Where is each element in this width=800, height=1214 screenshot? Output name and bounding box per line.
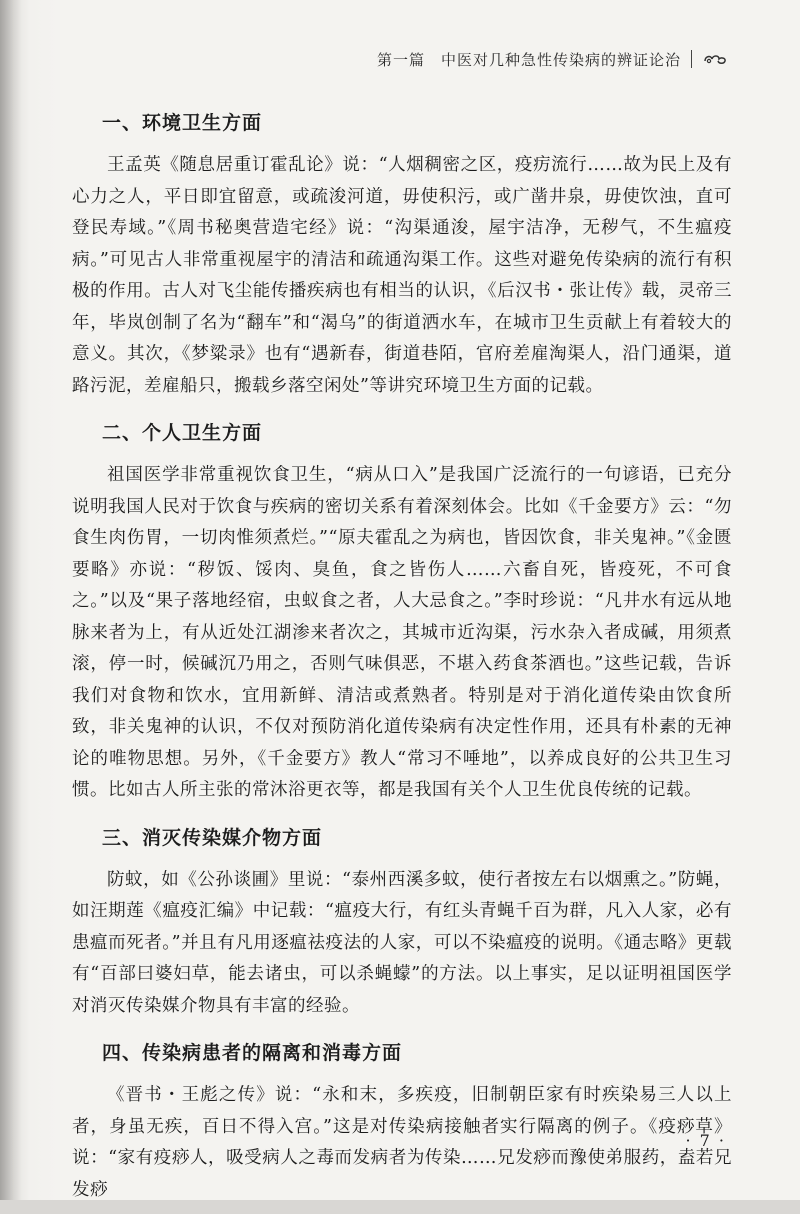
section-paragraph: 祖国医学非常重视饮食卫生，“病从口入”是我国广泛流行的一句谚语，已充分说明我国人民对于饮食与疾病的密切关系有着深刻体会。比如《千金要方》云：“勿食生肉伤胃，一切肉惟须煮烂。”“原夫霍乱之为病也，皆因饮食，非关鬼神。”《金匮要略》亦说：“秽饭、馁肉、臭鱼，食之皆伤人……六畜自死，皆疫死，不可食之。”以及“果子落地经宿，虫蚁食之者，人大忌食之。”李时珍说：“凡井水有远从地脉来者为上，有从近处江湖渗来者次之，其城市近沟渠，污水杂入者成碱，用须煮滚，停一时，候碱沉乃用之，否则气味俱恶，不堪入药食茶酒也。”这些记载，告诉我们对食物和饮水，宜用新鲜、清洁或煮熟者。特别是对于消化道传染由饮食所致，非关鬼神的认识，不仅对预防消化道传染病有决定性作用，还具有朴素的无神论的唯物思想。另外，《千金要方》教人“常习不唾地”，以养成良好的公共卫生习惯。比如古人所主张的常沐浴更衣等，都是我国有关个人卫生优良传统的记载。 <box>72 465 732 800</box>
section-heading: 四、传染病患者的隔离和消毒方面 <box>102 1042 403 1064</box>
header-chapter-title: 中医对几种急性传染病的辨证论治 <box>440 50 681 69</box>
section-paragraph: 《晋书・王彪之传》说：“永和末，多疾疫，旧制朝臣家有时疾染易三人以上者，身虽无疾，百日不得入宫。”这是对传染病接触者实行隔离的例子。《疫痧草》说：“家有疫痧人，吸受病人之毒而发病者为传染……兄发痧而豫使弟服药，盍若兄发痧 <box>72 1085 732 1200</box>
section-heading: 三、消灭传染媒介物方面 <box>102 826 323 849</box>
header-divider <box>691 50 692 68</box>
binding-shadow <box>0 0 22 1200</box>
section-heading: 一、环境卫生方面 <box>102 112 263 134</box>
header-part-label: 第一篇 <box>376 50 425 69</box>
page-body <box>72 100 732 1214</box>
cloud-ornament-icon <box>702 52 728 66</box>
section-paragraph: 防蚊，如《公孙谈圃》里说：“泰州西溪多蚊，使行者按左右以烟熏之。”防蝇，如汪期莲《瘟疫汇编》中记载：“瘟疫大行，有红头青蝇千百为群，凡入人家，必有患瘟而死者。”并且有凡用逐瘟祛疫法的人家，可以不染瘟疫的说明。《通志略》更载有“百部曰婆妇草，能去诸虫，可以杀蝇蠓”的方法。以上事实，足以证明祖国医学对消灭传染媒介物具有丰富的经验。 <box>72 869 732 1016</box>
page-number: · 7 · <box>685 1131 726 1150</box>
section-paragraph: 王孟英《随息居重订霍乱论》说：“人烟稠密之区，疫疠流行……故为民上及有心力之人，平日即宜留意，或疏浚河道，毋使积污，或广凿井泉，毋使饮浊，直可登民寿域。”《周书秘奥营造宅经》说：“沟渠通浚，屋宇洁净，无秽气，不生瘟疫病。”可见古人非常重视屋宇的清洁和疏通沟渠工作。这些对避免传染病的流行有积极的作用。古人对飞尘能传播疾病也有相当的认识，《后汉书・张让传》载，灵帝三年，毕岚创制了名为“翻车”和“渴乌”的街道洒水车，在城市卫生贡献上有着较大的意义。其次，《梦粱录》也有“遇新春，街道巷陌，官府差雇淘渠人，沿门通渠，道路污泥，差雇船只，搬载乡落空闲处”等讲究环境卫生方面的记载。 <box>72 155 732 396</box>
section-heading: 二、个人卫生方面 <box>102 422 263 444</box>
running-header <box>360 46 728 72</box>
